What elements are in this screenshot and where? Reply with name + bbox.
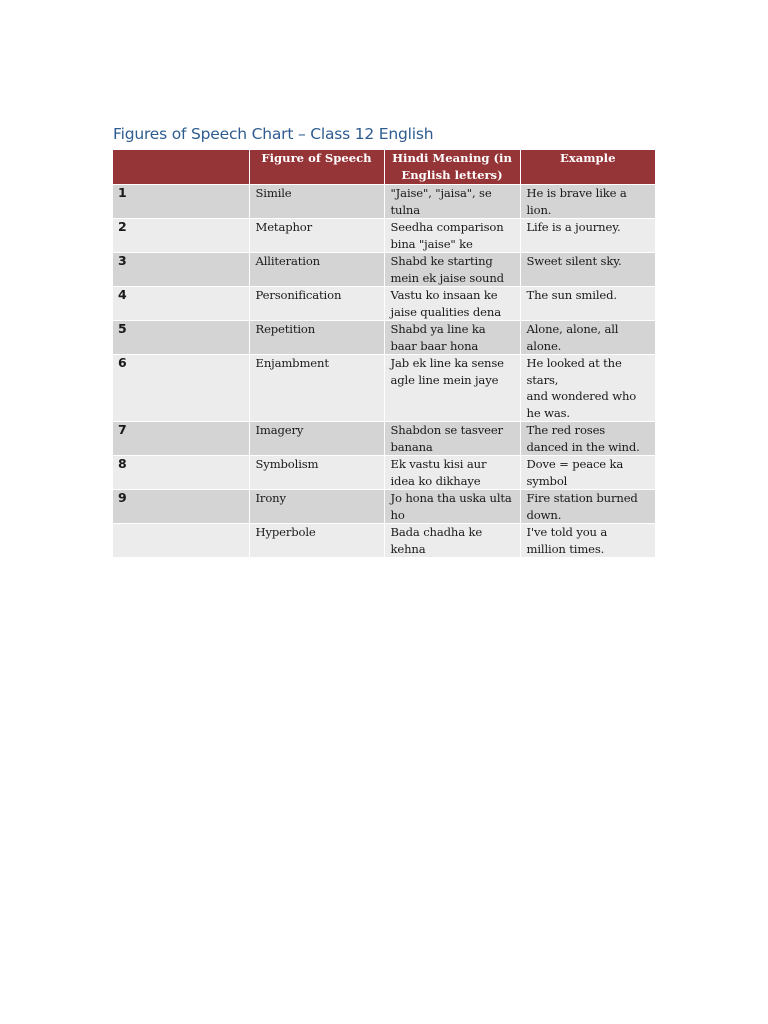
hindi-cell: Jo hona tha uska ulta ho [384, 490, 520, 524]
table-header-row [113, 150, 655, 185]
row-number: 8 [113, 456, 249, 490]
hindi-cell: Shabd ya line ka baar baar hona [384, 321, 520, 355]
figure-cell: Hyperbole [249, 524, 384, 558]
example-cell: The red roses danced in the wind. [520, 422, 655, 456]
example-cell: He looked at the stars, and wondered who he was. [520, 355, 655, 422]
table-row [113, 321, 655, 355]
table-row [113, 422, 655, 456]
figure-cell: Repetition [249, 321, 384, 355]
hindi-cell: Vastu ko insaan ke jaise qualities dena [384, 287, 520, 321]
example-cell: I've told you a million times. [520, 524, 655, 558]
figure-cell: Enjambment [249, 355, 384, 422]
table-row [113, 287, 655, 321]
document-title: Figures of Speech Chart – Class 12 English [113, 125, 434, 143]
example-cell: Fire station burned down. [520, 490, 655, 524]
row-number: 4 [113, 287, 249, 321]
hindi-cell: Seedha comparison bina "jaise" ke [384, 219, 520, 253]
example-cell: Sweet silent sky. [520, 253, 655, 287]
header-example: Example [520, 150, 655, 185]
example-cell: Life is a journey. [520, 219, 655, 253]
figure-cell: Imagery [249, 422, 384, 456]
hindi-cell: Bada chadha ke kehna [384, 524, 520, 558]
table-row [113, 490, 655, 524]
header-figure-of-speech: Figure of Speech [249, 150, 384, 185]
header-hindi-meaning: Hindi Meaning (in English letters) [384, 150, 520, 185]
row-number [113, 524, 249, 558]
hindi-cell: Shabdon se tasveer banana [384, 422, 520, 456]
row-number: 2 [113, 219, 249, 253]
row-number: 6 [113, 355, 249, 422]
row-number: 9 [113, 490, 249, 524]
row-number: 7 [113, 422, 249, 456]
table-row [113, 253, 655, 287]
figure-cell: Symbolism [249, 456, 384, 490]
hindi-cell: Shabd ke starting mein ek jaise sound [384, 253, 520, 287]
row-number: 1 [113, 185, 249, 219]
table-row [113, 524, 655, 558]
table-row [113, 456, 655, 490]
table-row [113, 219, 655, 253]
row-number: 5 [113, 321, 249, 355]
hindi-cell: Ek vastu kisi aur idea ko dikhaye [384, 456, 520, 490]
figure-cell: Personification [249, 287, 384, 321]
example-cell: Dove = peace ka symbol [520, 456, 655, 490]
figure-cell: Metaphor [249, 219, 384, 253]
table-row [113, 185, 655, 219]
example-cell: Alone, alone, all alone. [520, 321, 655, 355]
row-number: 3 [113, 253, 249, 287]
hindi-cell: "Jaise", "jaisa", se tulna [384, 185, 520, 219]
table-row [113, 355, 655, 422]
header-number [113, 150, 249, 185]
figure-cell: Alliteration [249, 253, 384, 287]
example-cell: He is brave like a lion. [520, 185, 655, 219]
figures-of-speech-table [113, 150, 655, 558]
figure-cell: Simile [249, 185, 384, 219]
example-cell: The sun smiled. [520, 287, 655, 321]
figure-cell: Irony [249, 490, 384, 524]
hindi-cell: Jab ek line ka sense agle line mein jaye [384, 355, 520, 422]
